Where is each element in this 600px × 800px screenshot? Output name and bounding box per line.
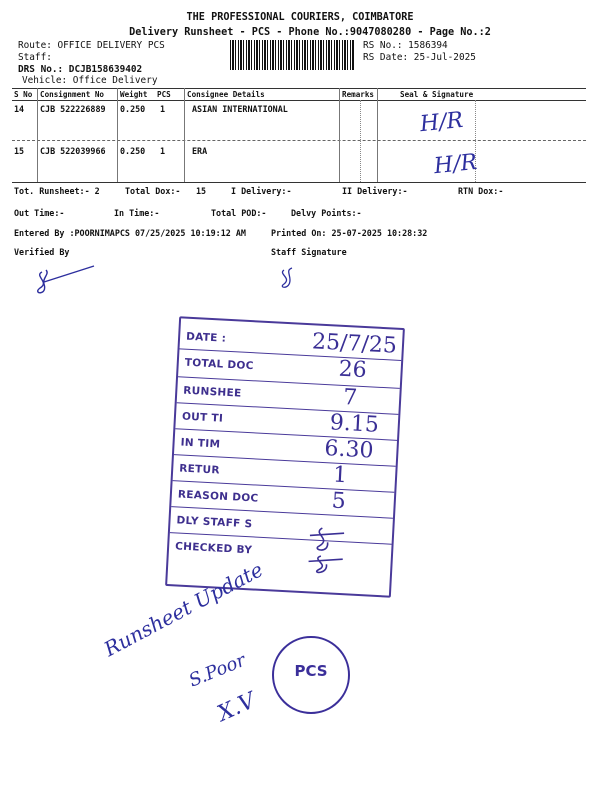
printed-on: Printed On: 25-07-2025 10:28:32	[271, 228, 428, 238]
stamp-date-value: 25/7/25	[311, 329, 398, 359]
table-header-border	[12, 100, 586, 101]
row-seal-signature: H/R	[432, 149, 479, 180]
row-consignee: ASIAN INTERNATIONAL	[192, 104, 288, 114]
in-time: In Time:-	[114, 208, 160, 218]
entered-by: Entered By :POORNIMAPCS 07/25/2025 10:19:12 AM	[14, 228, 246, 238]
row-consignment: CJB 522039966	[40, 146, 106, 156]
stamp-runsheet-label: RUNSHEE	[183, 384, 242, 400]
verified-by: Verified By	[14, 247, 70, 257]
row-divider	[12, 140, 586, 141]
stamp-reason-value: 5	[331, 488, 347, 515]
stamp-return-value: 1	[332, 462, 348, 489]
col-divider	[184, 88, 185, 182]
row-pcs: 1	[160, 104, 166, 114]
stamp-initials-mark	[306, 519, 349, 577]
row-consignee: ERA	[192, 146, 208, 156]
rs-number: RS No.: 1586394	[363, 40, 448, 51]
pcs-circle-stamp-text: PCS	[294, 662, 328, 680]
handwritten-note-line3: X.V	[214, 688, 260, 727]
col-divider	[377, 88, 378, 182]
total-dox-label: Total Dox:-	[125, 186, 181, 196]
company-title: THE PROFESSIONAL COURIERS, COIMBATORE	[186, 12, 414, 23]
row-seal-signature: H/R	[418, 107, 465, 138]
col-divider	[117, 88, 118, 182]
staff-signature-mark	[276, 266, 300, 290]
stamp-date-label: DATE :	[185, 330, 227, 345]
col-divider	[37, 88, 38, 182]
staff-label: Staff:	[18, 52, 52, 63]
row-weight: 0.250	[120, 146, 146, 156]
col-header-seal: Seal & Signature	[400, 90, 474, 99]
col-header-consignment: Consignment No	[40, 90, 105, 99]
col-header-weight: Weight	[120, 90, 148, 99]
col-header-consignee: Consignee Details	[187, 90, 265, 99]
ii-delivery: II Delivery:-	[342, 186, 408, 196]
stamp-in-time-value: 6.30	[323, 436, 375, 464]
vehicle-label: Vehicle: Office Delivery	[22, 75, 158, 86]
row-consignment: CJB 522226889	[40, 104, 106, 114]
row-weight: 0.250	[120, 104, 146, 114]
out-time: Out Time:-	[14, 208, 65, 218]
verified-signature	[30, 262, 110, 302]
row-sno: 14	[14, 104, 25, 114]
col-header-sno: S No	[14, 90, 33, 99]
i-delivery: I Delivery:-	[231, 186, 292, 196]
stamp-return-label: RETUR	[178, 462, 221, 477]
table-top-border	[12, 88, 586, 89]
tot-runsheet: Tot. Runsheet:- 2	[14, 186, 100, 196]
stamp-total-doc-label: TOTAL DOC	[184, 356, 254, 373]
handwritten-note-line2: S.Poor	[186, 649, 249, 692]
office-stamp	[165, 316, 405, 597]
total-pod: Total POD:-	[211, 208, 267, 218]
drs-number: DRS No.: DCJB158639402	[18, 64, 143, 75]
handwritten-note-line1: Runsheet Update	[100, 557, 267, 662]
stamp-out-time-label: OUT TI	[181, 410, 224, 425]
col-header-remarks: Remarks	[342, 90, 375, 99]
total-dox-value: 15	[196, 186, 207, 196]
row-sno: 15	[14, 146, 25, 156]
barcode	[230, 40, 355, 70]
stamp-checked-by-label: CHECKED BY	[174, 540, 253, 557]
col-header-pcs: PCS	[157, 90, 171, 99]
rs-date: RS Date: 25-Jul-2025	[363, 52, 476, 63]
delvy-points: Delvy Points:-	[291, 208, 362, 218]
table-bottom-border	[12, 182, 586, 183]
stamp-total-doc-value: 26	[338, 356, 368, 384]
runsheet-subtitle: Delivery Runsheet - PCS - Phone No.:9047080280 - Page No.:2	[129, 27, 491, 38]
col-dotted	[360, 100, 361, 182]
route-label: Route: OFFICE DELIVERY PCS	[18, 40, 165, 51]
rtn-dox: RTN Dox:-	[458, 186, 504, 196]
stamp-runsheet-value: 7	[342, 384, 358, 411]
col-divider	[339, 88, 340, 182]
stamp-in-time-label: IN TIM	[180, 436, 221, 451]
stamp-out-time-value: 9.15	[329, 410, 380, 438]
stamp-reason-label: REASON DOC	[177, 488, 259, 505]
row-pcs: 1	[160, 146, 166, 156]
staff-signature: Staff Signature	[271, 247, 347, 257]
stamp-dly-staff-label: DLY STAFF S	[176, 514, 253, 531]
